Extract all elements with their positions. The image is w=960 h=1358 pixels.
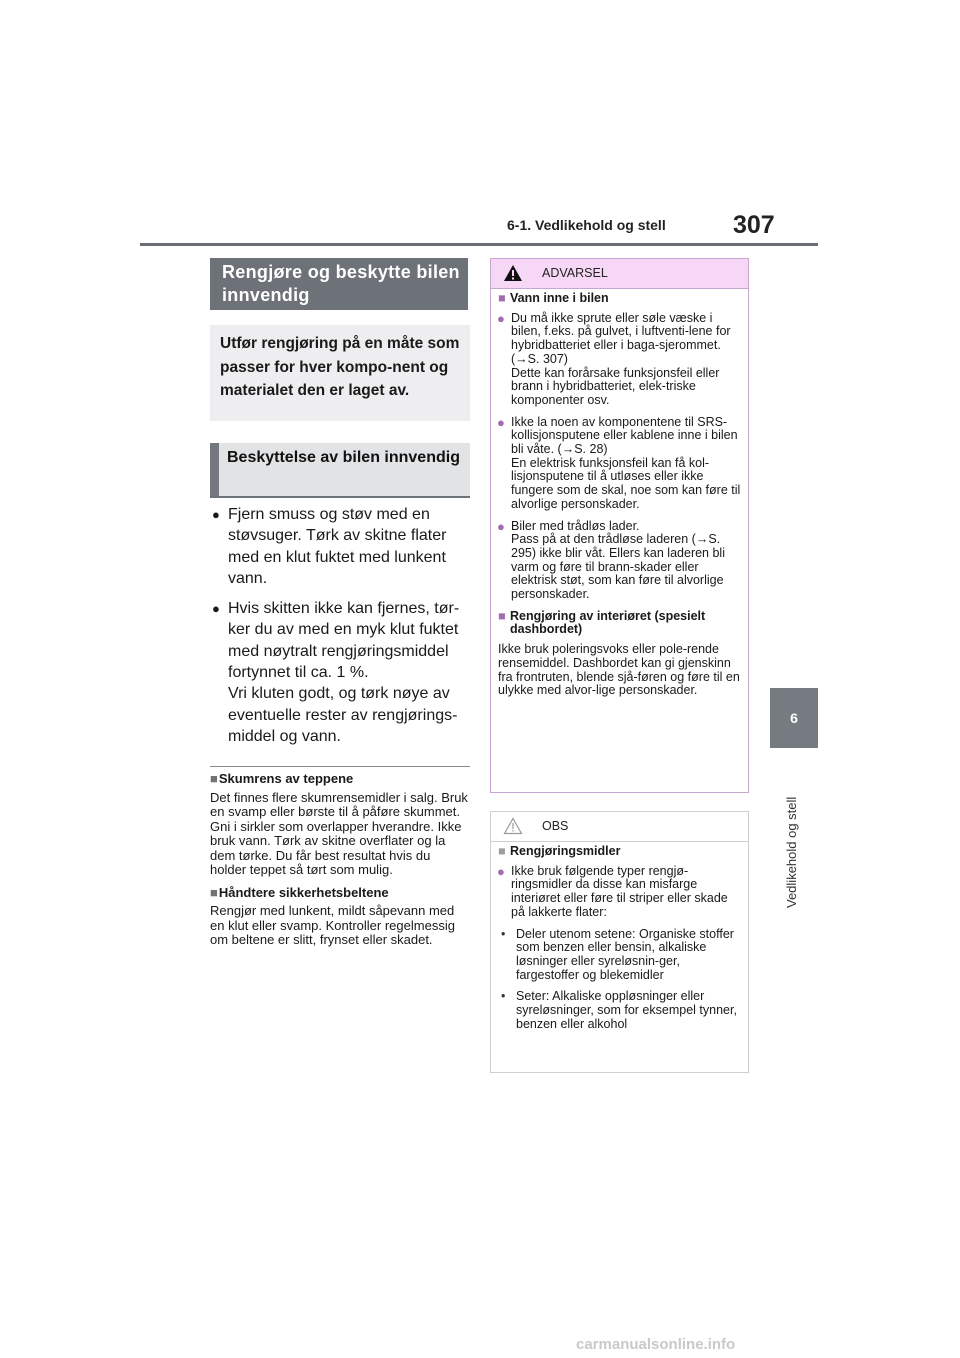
warning-text: Ikke bruk poleringsvoks eller pole-rende rensemiddel. Dashbordet kan gi gjenskinn fra frontruten, blende sjå-føren og føre til en ulykke med alvor-lige personskader. [498,642,740,698]
header-divider [140,243,818,246]
section-divider [210,766,470,767]
warning-item-text: ● Biler med trådløs lader. [511,518,640,533]
intro-text: Utfør rengjøring på en måte som passer for hver kompo-nent og materialet den er laget av. [210,325,470,421]
section-title: 6-1. Vedlikehold og stell [507,217,666,233]
warning-title: ADVARSEL [542,266,608,280]
watermark: carmanualsonline.info [576,1336,736,1353]
chapter-label [782,758,806,908]
warning-item-text: ● Ikke la noen av komponentene til SRS-kollisjonsputene eller kablene inne i bilen bli våte. (→S. 28) [511,414,738,457]
warning-item-text: ● Du må ikke sprute eller søle væske i bilen, f.eks. på gulvet, i luftventi-lene for hybridbatteriet eller i baga-sjerommet. (→S. 307) [511,310,731,366]
warning-item-text: En elektrisk funksjonsfeil kan få kol-lisjonsputene til å utløses eller ikke fungere som de skal, noe som kan føre til alvorlige personskader. [511,455,741,511]
caution-dash-item: • Deler utenom setene: Organiske stoffer som benzen eller bensin, alkaliske løsninger eller syreløsnin-ger, fargestoffer og blekemidler [498,928,742,983]
warning-item-text: Pass på at den trådløse laderen (→S. 295) ikke blir våt. Ellers kan laderen bli varm og føre til brann-skader eller elektrisk støt, som kan føre til alvorlige personskader. [511,532,725,602]
caution-body [498,845,742,1039]
warning-item [498,520,742,602]
page-number: 307 [733,211,775,239]
list-item-continuation: Vri kluten godt, og tørk nøye av eventuelle rester av rengjørings-middel og vann. [228,685,458,745]
sub-heading: Beskyttelse av bilen innvendig [210,443,470,496]
bullet-list [212,504,470,747]
list-item: ● Hvis skitten ikke kan fjernes, tør-ker du av med en myk klut fuktet med nøytralt rengjøringsmiddel fortynnet til ca. 1 %. [212,598,470,683]
caution-box [490,811,749,1073]
caution-triangle-icon [503,817,523,835]
warning-header [491,259,748,289]
warning-item [498,416,742,512]
warning-body [498,292,742,704]
list-item: ● Fjern smuss og støv med en støvsuger. Tørk av skitne flater med en klut fuktet med lunkent vann. [212,504,470,589]
warning-section-title: ■ Vann inne i bilen [498,292,742,306]
warning-section-title: ■ Rengjøring av interiøret (spesielt dashbordet) [498,610,742,637]
note-body: Det finnes flere skumrensemidler i salg. Bruk en svamp eller børste til å påføre skummet. Gni i sirkler som overlapper hverandre. Ikke bruk vann. Tørk av skitne overflater og la dem tørke. Du får best resultat hvis du holder teppet så tørt som mulig. [210,789,468,877]
notes [210,772,468,956]
caution-item: ● Ikke bruk følgende typer rengjø-ringsmidler da disse kan misfarge interiøret eller føre til striper eller skade på lakkerte flater: [498,865,742,920]
sub-heading-rule [210,496,470,498]
note-title: ■ Håndtere sikkerhetsbeltene [210,886,468,901]
caution-header [491,812,748,842]
chapter-label-text: Vedlikehold og stell [784,796,799,908]
warning-box [490,258,749,793]
caution-title: OBS [542,819,569,833]
chapter-tab: 6 [770,688,818,748]
note-body: Rengjør med lunkent, mildt såpevann med en klut eller svamp. Kontroller regelmessig om beltene er slitt, frynset eller skadet. [210,903,455,947]
warning-triangle-icon [503,264,523,282]
caution-section-title: ■ Rengjøringsmidler [498,845,742,859]
caution-dash-item: • Seter: Alkaliske oppløsninger eller syreløsninger, som for eksempel tynner, benzen eller alkohol [498,990,742,1031]
main-heading: Rengjøre og beskytte bilen innvendig [210,258,468,310]
warning-item-text: Dette kan forårsake funksjonsfeil eller brann i hybridbatteriet, elek-triske komponenter osv. [511,365,720,407]
note-title: ■ Skumrens av teppene [210,772,468,787]
warning-item [498,312,742,408]
